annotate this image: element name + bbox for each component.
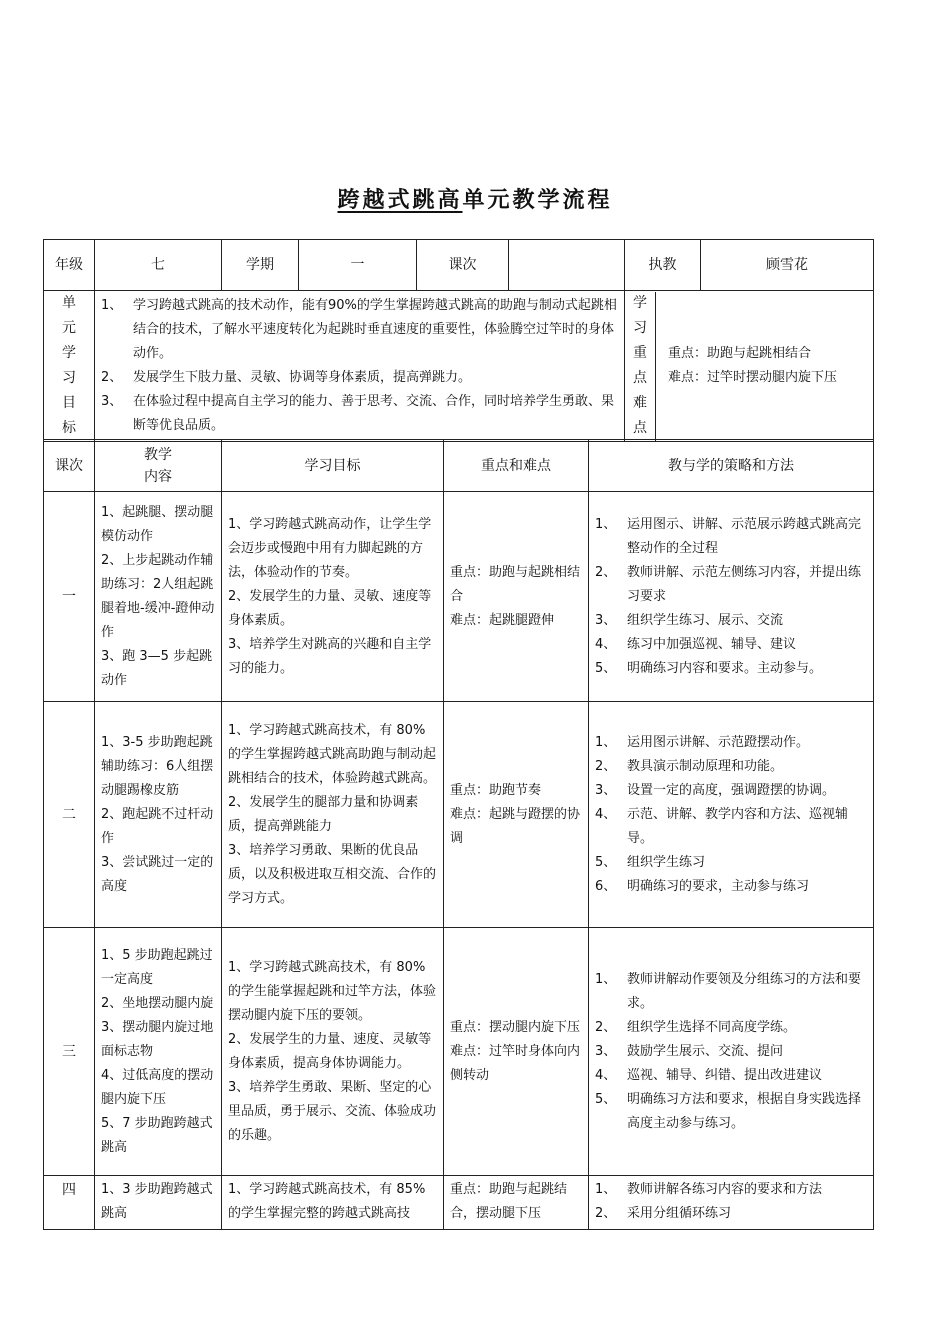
method-text: 明确练习方法和要求，根据自身实践选择高度主动参与练习。 <box>627 1091 862 1131</box>
lesson-key <box>444 928 589 1176</box>
method-item <box>595 561 867 609</box>
key-label-char: 难 <box>633 395 647 411</box>
col-content <box>95 440 222 492</box>
method-list <box>595 968 867 1136</box>
lessons-table <box>43 439 874 1230</box>
content-item: 1、3-5 步助跑起跳 <box>101 734 213 750</box>
goal-item: 2、发展学生的力量、灵敏、速度等身体素质。 <box>228 588 432 628</box>
method-item <box>595 803 867 851</box>
content-item: 辅助练习：6人组摆动腿踢橡皮筋 <box>101 758 214 798</box>
unit-goals-label-char: 单 <box>62 295 76 311</box>
lesson-key <box>444 1176 589 1230</box>
lesson-session: 四 <box>44 1176 95 1230</box>
goal-item: 2、发展学生的力量、速度、灵敏等身体素质，提高身体协调能力。 <box>228 1031 432 1071</box>
method-text: 明确练习的要求，主动参与练习 <box>627 878 810 894</box>
lesson-content <box>95 928 222 1176</box>
unit-goals-label-char: 标 <box>62 420 76 436</box>
method-text: 运用图示讲解、示范蹬摆动作。 <box>627 734 810 750</box>
method-list <box>595 731 867 899</box>
content-item: 3、摆动腿内旋过地面标志物 <box>101 1019 214 1059</box>
lesson-row <box>44 1176 874 1230</box>
lesson-session: 二 <box>44 702 95 928</box>
method-item <box>595 513 867 561</box>
session-label: 课次 <box>417 240 509 291</box>
content-item: 3、跑 3—5 步起跳动作 <box>101 648 213 688</box>
method-number: 2、 <box>595 1206 617 1221</box>
method-item <box>595 731 867 755</box>
lesson-session: 一 <box>44 492 95 702</box>
key-label-char: 学 <box>633 295 647 311</box>
lesson-goals <box>222 492 444 702</box>
lesson-goals <box>222 702 444 928</box>
title-rest: 单元教学流程 <box>462 187 613 213</box>
content-item: 4、过低高度的摆动腿内旋下压 <box>101 1067 214 1107</box>
lesson-content <box>95 492 222 702</box>
key-point: 难点：过竿时摆动腿内旋下压 <box>668 370 838 385</box>
method-item <box>595 1016 867 1040</box>
method-number: 4、 <box>595 1067 617 1083</box>
goal-item: 3、培养学习勇敢、果断的优良品质，以及积极进取互相交流、合作的学习方式。 <box>228 842 437 906</box>
method-number: 2、 <box>595 1019 617 1035</box>
key-label-char: 点 <box>633 370 647 386</box>
key-point: 重点：助跑与起跳相结合 <box>668 346 812 361</box>
grade-label: 年级 <box>44 240 95 291</box>
key-item: 难点：起跳腿蹬伸 <box>450 612 555 628</box>
method-text: 教师讲解、示范左侧练习内容，并提出练习要求 <box>627 564 862 604</box>
method-number: 1、 <box>595 971 617 987</box>
unit-goal-number: 2、 <box>101 370 123 385</box>
method-item <box>595 755 867 779</box>
content-item: 5、7 步助跑跨越式跳高 <box>101 1115 213 1155</box>
unit-goal-text: 学习跨越式跳高的技术动作，能有90%的学生掌握跨越式跳高的助跑与制动式起跳相结合的技术，了解水平速度转化为起跳时垂直速度的重要性，体验腾空过竿时的身体动作。 <box>133 298 617 361</box>
key-label-char: 习 <box>633 320 647 336</box>
key-points <box>656 292 873 441</box>
key-item: 重点：助跑节奏 <box>450 782 542 798</box>
method-number: 2、 <box>595 758 617 774</box>
method-item <box>595 1178 867 1202</box>
key-item: 重点：摆动腿内旋下压 <box>450 1019 581 1035</box>
key-label-char: 点 <box>633 420 647 436</box>
goal-item: 3、培养学生勇敢、果断、坚定的心里品质，勇于展示、交流、体验成功的乐趣。 <box>228 1079 437 1143</box>
col-content-line1: 教学 <box>144 446 172 463</box>
term-label: 学期 <box>222 240 299 291</box>
header-table <box>43 239 874 442</box>
method-text: 组织学生练习、展示、交流 <box>627 612 784 628</box>
unit-key-cell <box>625 291 874 442</box>
content-item: 2、上步起跳动作辅助练习：2人组起跳腿着地-缓冲-蹬伸动作 <box>101 552 215 640</box>
lesson-methods <box>589 702 874 928</box>
term-value: 一 <box>299 240 417 291</box>
method-item <box>595 1088 867 1136</box>
lesson-row <box>44 928 874 1176</box>
method-text: 练习中加强巡视、辅导、建议 <box>627 636 797 652</box>
unit-goal-text: 发展学生下肢力量、灵敏、协调等身体素质，提高弹跳力。 <box>133 370 472 385</box>
col-content-line2: 内容 <box>144 468 172 485</box>
method-number: 3、 <box>595 782 617 798</box>
method-number: 4、 <box>595 636 617 652</box>
title-underlined: 跨越式跳高 <box>337 187 463 213</box>
unit-goals-label-char: 学 <box>62 345 76 361</box>
method-text: 明确练习内容和要求。主动参与。 <box>627 660 823 676</box>
method-item <box>595 1202 867 1226</box>
key-item: 难点：起跳与蹬摆的协调 <box>450 806 581 846</box>
lesson-methods <box>589 1176 874 1230</box>
method-text: 示范、讲解、教学内容和方法、巡视辅导。 <box>627 806 849 846</box>
unit-goals-label-char: 目 <box>62 395 76 411</box>
goal-item: 2、发展学生的腿部力量和协调素质，提高弹跳能力 <box>228 794 419 834</box>
col-method: 教与学的策略和方法 <box>589 440 874 492</box>
unit-goal-number: 1、 <box>101 298 123 313</box>
method-list <box>595 513 867 681</box>
method-number: 5、 <box>595 1091 617 1107</box>
method-number: 1、 <box>595 516 617 532</box>
content-item: 1、3 步助跑跨越式跳高 <box>101 1182 213 1221</box>
key-item: 重点：助跑与起跳相结合 <box>450 564 581 604</box>
method-number: 4、 <box>595 806 617 822</box>
method-text: 组织学生选择不同高度学练。 <box>627 1019 797 1035</box>
teacher-value: 顾雪花 <box>701 240 874 291</box>
key-label-char: 重 <box>633 345 647 361</box>
method-text: 教师讲解动作要领及分组练习的方法和要求。 <box>627 971 862 1011</box>
lesson-content <box>95 1176 222 1230</box>
lesson-goals <box>222 928 444 1176</box>
content-item: 2、坐地摆动腿内旋 <box>101 995 214 1011</box>
unit-goal-item <box>101 366 618 390</box>
unit-goals-label-char: 元 <box>62 320 76 336</box>
method-text: 巡视、辅导、纠错、提出改进建议 <box>627 1067 823 1083</box>
teacher-label: 执教 <box>625 240 701 291</box>
unit-goal-number: 3、 <box>101 394 123 409</box>
key-points-label <box>625 292 656 441</box>
method-list <box>595 1178 867 1226</box>
unit-goal-text: 在体验过程中提高自主学习的能力、善于思考、交流、合作，同时培养学生勇敢、果断等优良品质。 <box>133 394 615 433</box>
lesson-row <box>44 702 874 928</box>
content-item: 1、5 步助跑起跳过一定高度 <box>101 947 213 987</box>
method-number: 2、 <box>595 564 617 580</box>
lesson-goals <box>222 1176 444 1230</box>
method-text: 鼓励学生展示、交流、提问 <box>627 1043 784 1059</box>
method-text: 教具演示制动原理和功能。 <box>627 758 784 774</box>
goal-item: 1、学习跨越式跳高动作，让学生学会迈步或慢跑中用有力脚起跳的方法，体验动作的节奏。 <box>228 516 432 580</box>
method-item <box>595 1040 867 1064</box>
col-key: 重点和难点 <box>444 440 589 492</box>
method-number: 1、 <box>595 1182 617 1197</box>
content-item: 1、起跳腿、摆动腿模仿动作 <box>101 504 214 544</box>
col-goal: 学习目标 <box>222 440 444 492</box>
lesson-key <box>444 702 589 928</box>
lesson-methods <box>589 928 874 1176</box>
key-item: 重点：助跑与起跳结合，摆动腿下压 <box>450 1182 568 1221</box>
method-text: 教师讲解各练习内容的要求和方法 <box>627 1182 823 1197</box>
session-value <box>509 240 625 291</box>
unit-goals-label-char: 习 <box>62 370 76 386</box>
lesson-row <box>44 492 874 702</box>
method-item <box>595 657 867 681</box>
unit-goals <box>95 291 625 442</box>
lesson-content <box>95 702 222 928</box>
method-item <box>595 609 867 633</box>
method-item <box>595 968 867 1016</box>
method-number: 1、 <box>595 734 617 750</box>
goal-item: 1、学习跨越式跳高技术，有 80%的学生能掌握起跳和过竿方法，体验摆动腿内旋下压的要领。 <box>228 959 437 1023</box>
method-item <box>595 875 867 899</box>
content-item: 2、跑起跳不过杆动作 <box>101 806 214 846</box>
lesson-methods <box>589 492 874 702</box>
method-number: 5、 <box>595 660 617 676</box>
method-text: 设置一定的高度，强调蹬摆的协调。 <box>627 782 836 798</box>
method-number: 5、 <box>595 854 617 870</box>
lesson-session: 三 <box>44 928 95 1176</box>
content-item: 3、尝试跳过一定的高度 <box>101 854 214 894</box>
method-item <box>595 851 867 875</box>
method-text: 运用图示、讲解、示范展示跨越式跳高完整动作的全过程 <box>627 516 862 556</box>
goal-item: 3、培养学生对跳高的兴趣和自主学习的能力。 <box>228 636 432 676</box>
method-text: 采用分组循环练习 <box>627 1206 732 1221</box>
unit-goals-label <box>44 291 95 442</box>
unit-goal-item <box>101 390 618 438</box>
method-item <box>595 1064 867 1088</box>
method-item <box>595 779 867 803</box>
key-item: 难点：过竿时身体向内侧转动 <box>450 1043 581 1083</box>
method-text: 组织学生练习 <box>627 854 706 870</box>
method-number: 3、 <box>595 612 617 628</box>
goal-item: 1、学习跨越式跳高技术，有 80%的学生掌握跨越式跳高助跑与制动起跳相结合的技术，体验跨越式跳高。 <box>228 722 437 786</box>
unit-goal-item <box>101 294 618 366</box>
lesson-key <box>444 492 589 702</box>
grade-value: 七 <box>95 240 222 291</box>
col-session: 课次 <box>44 440 95 492</box>
method-number: 6、 <box>595 878 617 894</box>
goal-item: 1、学习跨越式跳高技术，有 85%的学生掌握完整的跨越式跳高技 <box>228 1182 426 1221</box>
page-title <box>0 183 950 214</box>
method-item <box>595 633 867 657</box>
method-number: 3、 <box>595 1043 617 1059</box>
